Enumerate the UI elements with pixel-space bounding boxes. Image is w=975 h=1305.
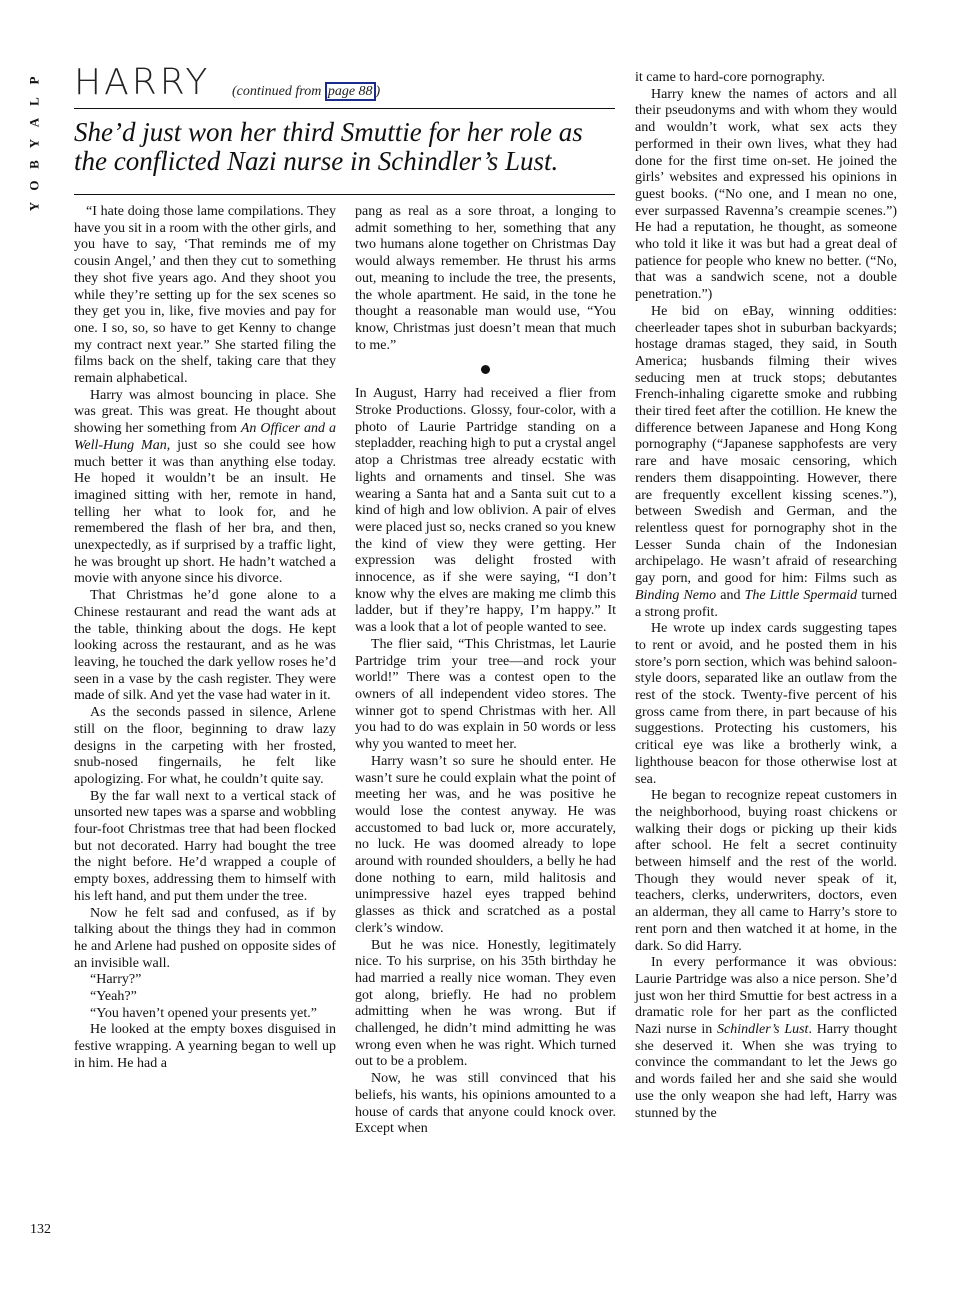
- paragraph: Harry knew the names of actors and all their pseudonyms and with whom they would and wouldn’t work, what sex acts they performed in their own lives, what they had done for the first time on-set. He joined the girls’ websites and expressed his opinions in guest books. (“No one, and I mean no one, ever surpassed Ravenna’s creampie scenes.”) He had a reputation, he thought, as someone who told it like it was but had a great deal of patience for people who knew no better. (“No, that was a sandwich scene, not a double penetration.”): [635, 86, 897, 303]
- page-number: 132: [30, 1222, 51, 1237]
- text-run: and: [716, 587, 745, 603]
- film-title: Binding Nemo: [635, 587, 717, 603]
- paragraph: “Harry?”: [90, 972, 142, 988]
- paragraph: That Christmas he’d gone alone to a Chinese restaurant and read the want ads at the table, thinking about the dogs. He kept looking across the restaurant, and as he was leaving, he touched the dark yellow roses he’d seen in a vase by the cash register. They were made of silk. And yet the vase had water in it.: [74, 588, 336, 704]
- continued-suffix: ): [375, 84, 381, 99]
- logo-letter-y2: Y: [26, 201, 42, 212]
- paragraph: it came to hard-core pornography.: [635, 70, 825, 85]
- paragraph: Harry wasn’t so sure he should enter. He wasn’t sure he could explain what the point of meeting her was, and he was positive he would lose the contest anyway. He was accustomed to bad luck or, more accurately, no luck. He was doomed already to lope around with rounded shoulders, a belly he had done nothing to earn, mild halitosis and unimpressive hazel eyes trapped behind glasses as thick and scratched as a postal clerk’s window.: [355, 753, 616, 936]
- logo-letter-l: L: [26, 97, 42, 106]
- text-run: . Harry thought she deserved it. When she was trying to convince the commandant to let the Jews go and words failed her and she said she would use the only weapon she had left, Harry was stunned by the: [635, 1022, 897, 1121]
- logo-letter-o: O: [26, 180, 42, 191]
- paragraph: But he was nice. Honestly, legitimately nice. To his surprise, on his 35th birthday he had married a really nice woman. They even got along, briefly. He had no problem admitting when he was wrong. But if challenged, he didn’t mind admitting he was wrong even when he was right. Which turned out to be a problem.: [355, 937, 616, 1070]
- text-run: In every performance it was obvious: Laurie Partridge was also a nice person. She’d just won her third Smuttie for best actress in a dramatic role for her part as the conflicted Nazi nurse in: [635, 955, 897, 1038]
- paragraph: He looked at the empty boxes disguised in festive wrapping. A yearning began to well up in him. He had a: [74, 1022, 336, 1071]
- paragraph: [74, 388, 336, 588]
- paragraph: Now he felt sad and confused, as if by talking about the things they had in common he and Arlene had pushed on opposite sides of an invisible wall.: [74, 905, 336, 971]
- pull-quote: She’d just won her third Smuttie for her role as the conflicted Nazi nurse in Schindler’s Lust.: [74, 117, 583, 176]
- film-title: An Officer and a Well-Hung Man: [74, 421, 336, 453]
- continued-prefix: (continued from: [232, 84, 325, 99]
- paragraph: pang as real as a sore throat, a longing to admit something to her, something that any two humans alone together on Christmas Day would always remember. He thrust his arms out, meaning to include the tree, the presents, the whole apartment. He said, in the tone he thought a reasonable man would use, “You know, Christmas just doesn’t mean that much to me.”: [355, 204, 616, 353]
- paragraph: The flier said, “This Christmas, let Laurie Partridge trim your tree—and rock your world!” There was a contest open to the owners of all independent video stores. The winner got to spend Christmas with her. All you had to do was explain in 50 words or less why you wanted to meet her.: [355, 636, 616, 753]
- paragraph: As the seconds passed in silence, Arlene still on the floor, beginning to draw lazy designs in the carpeting with her frosted, snub-nosed fingernails, he felt like apologizing. For what, he couldn’t quite say.: [74, 705, 336, 787]
- continued-note: [232, 84, 380, 100]
- paragraph: By the far wall next to a vertical stack of unsorted new tapes was a sparse and wobbling four-foot Christmas tree that had been flocked but not decorated. Harry had bought the tree the night before. He’d wrapped a couple of empty boxes, addressing them to himself with his left hand, and put them under the tree.: [74, 788, 336, 904]
- text-column-2: [355, 204, 616, 1138]
- paragraph: “I hate doing those lame compilations. They have you sit in a room with the other girls, and you have to say, ‘That reminds me of my cousin Angel,’ and then they cut to something they shot five years ago. And they shoot you while they’re setting up for the sex scenes so they get you in, like, five movies and pay for one. I so, so, so have to get Kenny to change my contract next year.” She started filing the films back on the shelf, taking care that they remain alphabetical.: [74, 204, 336, 387]
- text-run: turned a strong profit.: [635, 587, 897, 620]
- paragraph: “Yeah?”: [90, 989, 137, 1005]
- logo-letter-y: Y: [26, 138, 42, 149]
- logo-letter-a: A: [26, 117, 42, 128]
- paragraph: [635, 304, 897, 621]
- text-column-3: [635, 70, 897, 1122]
- text-run: He bid on eBay, winning oddities: cheerleader tapes shot in suburban backyards; hostage dramas staged, they said, in South America; husbands filming their wives seducing men at truck stops; debutantes French-inhaling cigarette smoke and rubbing their tired feet after the cotillion. He knew the difference between Japanese and Hong Kong pornography (“Japanese sapphofests are very rare and have mosaic censoring, which renders them disappointing. However, there are frequently excellent kissing scenes.”), between Swedish and German, and the relentless quest for pornography shot in the Lesser Sunda chain of the Indonesian archipelago. He wasn’t afraid of researching gay porn, and good for him: Films such as: [635, 303, 897, 587]
- film-title: Schindler’s Lust: [717, 1022, 809, 1038]
- text-run: Harry was almost bouncing in place. She was great. This was great. He thought about showing her something from: [74, 387, 336, 437]
- text-run: , just so she could see how much better it was than anything else today. He hoped it wouldn’t be an insult. He imagined sitting with her, remote in hand, telling her what to look for, and he remembered the flash of her bra, and then, unexpectedly, as if surprised by a traffic light, he was brought up short. He hadn’t watched a movie with anyone since his divorce.: [74, 437, 336, 587]
- article-title: HARRY: [74, 62, 211, 103]
- paragraph: [635, 955, 897, 1122]
- text-column-1: [74, 204, 336, 1073]
- logo-letter-b: B: [26, 160, 42, 169]
- paragraph: Now, he was still convinced that his beliefs, his wants, his opinions amounted to a house of cards that anyone could knock over. Except when: [355, 1071, 616, 1137]
- paragraph: In August, Harry had received a flier from Stroke Productions. Glossy, four-color, with a photo of Laurie Partridge standing on a stepladder, reaching high to put a crystal angel atop a Christmas tree already ecstatic with lights and ornaments and tinsel. She was wearing a Santa hat and a Santa suit cut to a kind of high and low oblivion. A pair of elves were placed just so, necks craned so you knew the kind of view they were getting. Her expression was delight frosted with innocence, as if she were saying, “I don’t know why the elves are making me climb this ladder, but if they’re happy, I’m happy.” It was a look that a lot of people wanted to see.: [355, 386, 616, 636]
- paragraph: He wrote up index cards suggesting tapes to rent or avoid, and he posted them in his store’s porn section, which was behind saloon-style doors, separated like an outlaw from the rest of the stock. Twenty-five percent of his gross came from there, in part because of his suggestions. Protecting his customers, his critical eye was like a brotherly wink, a lighthouse beacon for those otherwise lost at sea.: [635, 621, 897, 787]
- magazine-vertical-logo: [26, 70, 42, 217]
- section-break-bullet: [481, 365, 490, 374]
- header-rule: [74, 108, 615, 109]
- paragraph: He began to recognize repeat customers in the neighborhood, buying roast chickens or walking their dogs or picking up their kids after school. He felt a secret continuity between himself and the rest of the world. Though they would never speak of it, teachers, clerks, underwriters, doctors, even an alderman, they all came to Harry’s store to rent porn and then watched it at home, in the dark. So did Harry.: [635, 788, 897, 954]
- film-title: The Little Spermaid: [744, 587, 858, 603]
- pull-quote-rule: [74, 194, 615, 195]
- paragraph: “You haven’t opened your presents yet.”: [90, 1005, 317, 1021]
- continued-page-link[interactable]: page 88: [325, 82, 376, 101]
- logo-letter-p: P: [26, 76, 42, 85]
